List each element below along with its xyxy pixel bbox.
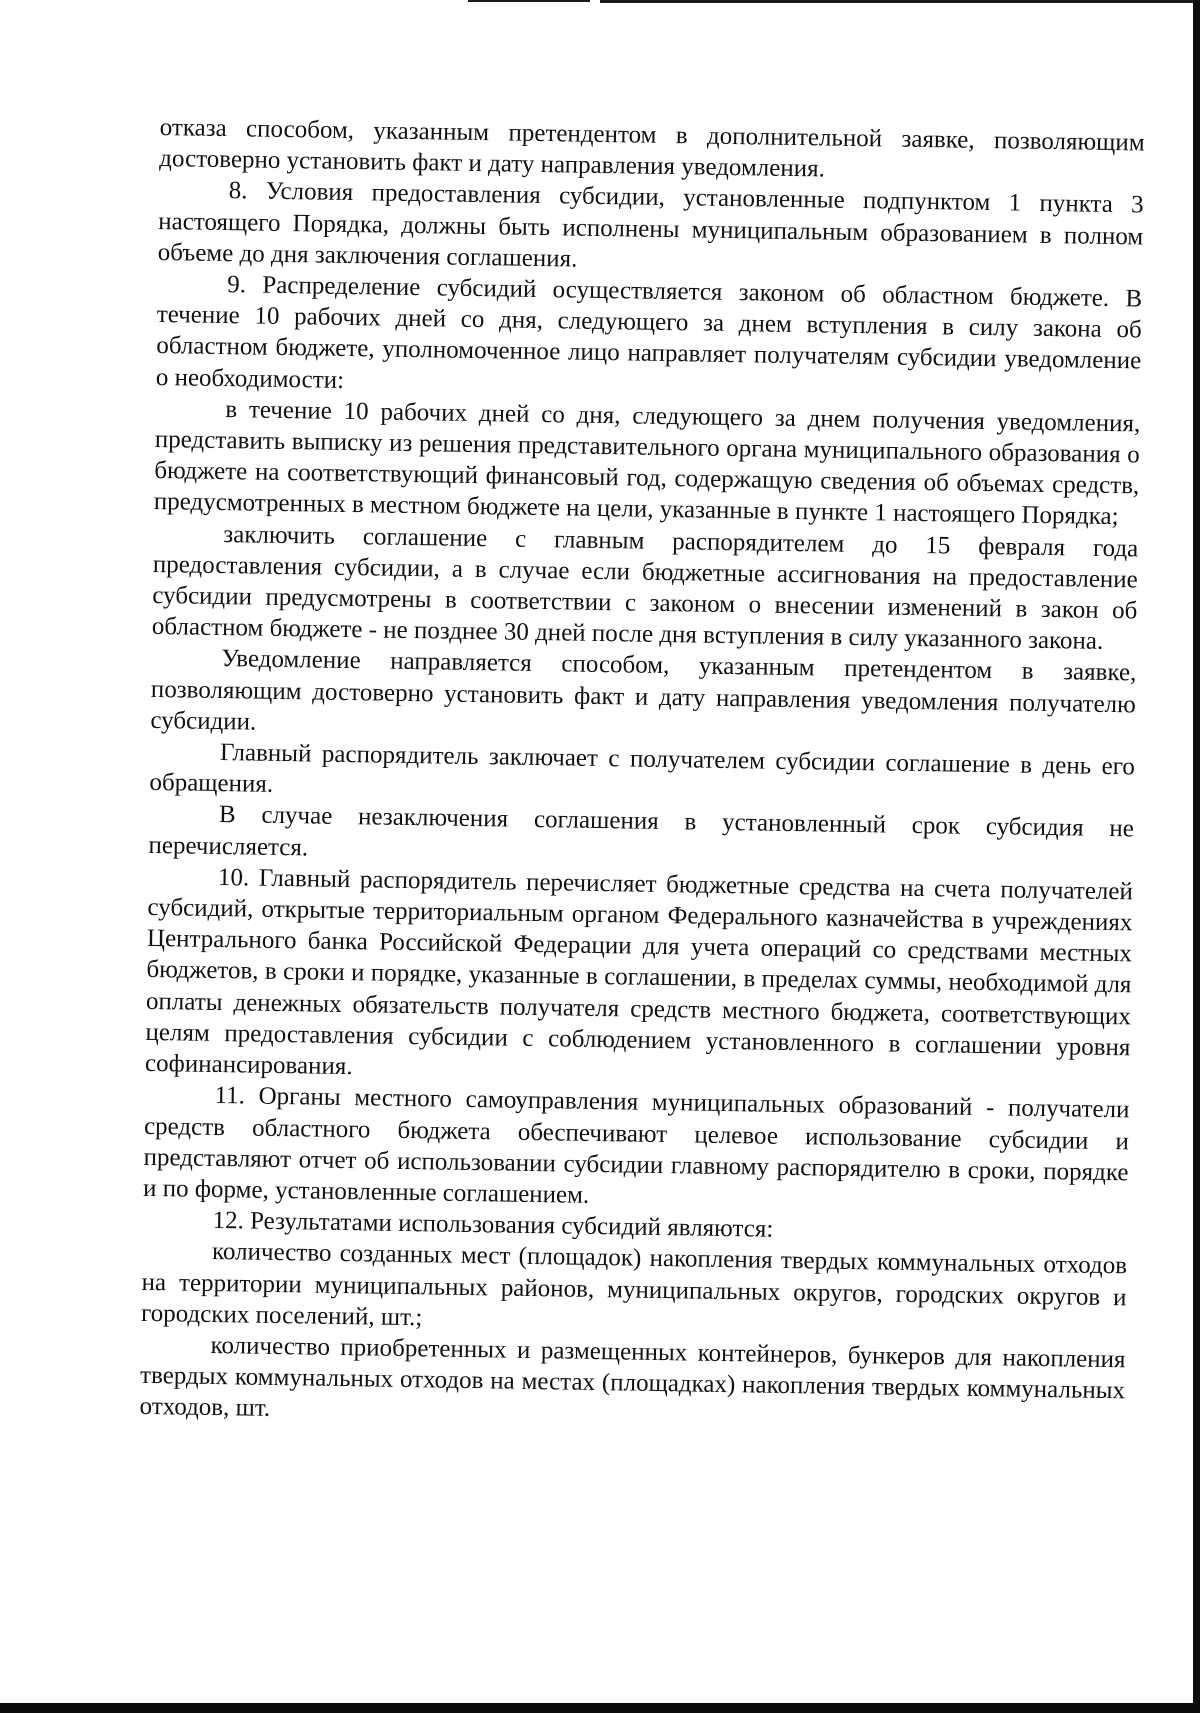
paragraph-item-9: 9. Распределение субсидий осуществляется законом об областном бюджете. В течение 10 рабочих дней со дня, следующего за днем вступления в силу закона об областном бюджете, уполномоченное лицо направляет получателям субсидии уведомление о необходимости: <box>155 271 1143 394</box>
paragraph-item-9-point-2: заключить соглашение с главным распорядителем до 15 февраля года предоставления субсидии, а в случае если бюджетные ассигнования на предоставление субсидии предусмотрены в соответствии с законом о внесении изменений в закон об областном бюджете - не позднее 30 дней после дня вступления в силу указанного закона. <box>151 520 1139 656</box>
scan-top-rule <box>600 0 1200 3</box>
scan-edge-bottom <box>0 1703 1200 1713</box>
paragraph-non-conclusion: В случае незаключения соглашения в установленный срок субсидия не перечисляется. <box>148 801 1135 862</box>
scan-edge-right <box>1193 0 1200 1713</box>
paragraph-agreement: Главный распорядитель заключает с получателем субсидии соглашение в день его обращения. <box>149 739 1136 799</box>
paragraph-notification: Уведомление направляется способом, указанным претендентом в заявке, позволяющим достоверно установить факт и дату направления уведомления получателю субсидии. <box>150 645 1137 736</box>
paragraph-item-10: 10. Главный распорядитель перечисляет бюджетные средства на счета получателей субсидий, открытые территориальным органом Федерального казначейства в учреждениях Центрального банка Российской Федерации для учета операций со средствами местных бюджетов, в сроки и порядке, указанные в соглашении, в пределах суммы, необходимой для оплаты денежных обязательств получателя средств местного бюджета, соответствующих целям предоставления субсидии с соблюдением установленного в соглашении уровня софинансирования. <box>144 863 1134 1081</box>
paragraph-item-12-result-2: количество приобретенных и размещенных контейнеров, бункеров для накопления твердых коммунальных отходов на местах (площадках) накопления твердых коммунальных отходов, шт. <box>139 1331 1126 1423</box>
paragraph-continuation: отказа способом, указанным претендентом в дополнительной заявке, позволяющим достоверно установить факт и дату направления уведомления. <box>159 113 1145 183</box>
paragraph-item-12-result-1: количество созданных мест (площадок) накопления твердых коммунальных отходов на территории муниципальных районов, муниципальных округов, городских округов и городских поселений, шт.; <box>140 1238 1128 1331</box>
paragraph-item-11: 11. Органы местного самоуправления муниципальных образований - получатели средств областного бюджета обеспечивают целевое использование субсидии и представляют отчет об использовании субсидии главному распорядителю в сроки, порядке и по форме, установленные соглашением. <box>142 1082 1130 1209</box>
document-page <box>139 112 1144 1438</box>
scan-top-rule-left <box>468 0 590 2</box>
paragraph-item-8: 8. Условия предоставления субсидии, установленные подпунктом 1 пункта 3 настоящего Порядка, должны быть исполнены муниципальным образованием в полном объеме до дня заключения соглашения. <box>157 177 1144 273</box>
paragraph-item-9-point-1: в течение 10 рабочих дней со дня, следующего за днем получения уведомления, представить выписку из решения представительного органа муниципального образования о бюджете на соответствующий финансовый год, содержащую сведения об объемах средств, предусмотренных в местном бюджете на цели, указанные в пункте 1 настоящего Порядка; <box>153 395 1141 531</box>
paragraph-item-12: 12. Результатами использования субсидий являются: <box>212 1207 774 1243</box>
